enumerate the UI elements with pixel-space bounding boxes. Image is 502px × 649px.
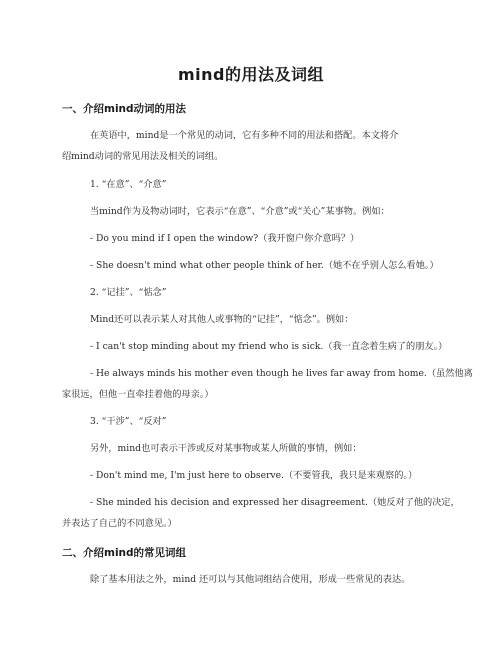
subheading-1: 1. “在意”、“介意” [90,179,167,190]
section1-intro-line1: 在英语中，mind是一个常见的动词，它有多种不同的用法和搭配。本文将介 [90,130,399,141]
section1-intro-line2: 绍mind动词的常见用法及相关的词组。 [62,151,224,162]
section-heading-2: 二、介绍mind的常见词组 [62,547,187,559]
section-heading-1: 一、介绍mind动词的用法 [62,103,187,115]
sub2-example-1: - I can't stop minding about my friend who is sick.（我一直念着生病了的朋友。） [90,341,448,352]
sub2-example-2-line2: 家很远，但他一直牵挂着他的母亲。） [62,389,214,400]
sub3-description: 另外，mind也可表示干涉或反对某事物或某人所做的事情，例如： [90,443,362,454]
sub3-example-2-line1: - She minded his decision and expressed her disagreement.（她反对了他的决定， [90,497,460,508]
subheading-2: 2. “记挂”、“惦念” [90,287,167,298]
subheading-3: 3. “干涉”、“反对” [90,416,167,427]
sub1-example-2: - She doesn't mind what other people think of her.（她不在乎别人怎么看她。） [90,260,439,271]
sub1-example-1: - Do you mind if I open the window?（我开窗户你介意吗？） [90,233,360,244]
sub1-description: 当mind作为及物动词时，它表示“在意”、“介意”或“关心”某事物。例如： [90,206,390,217]
document-title: mind的用法及词组 [177,65,324,84]
sub3-example-2-line2: 并表达了自己的不同意见。） [62,518,177,529]
section2-intro-line1: 除了基本用法之外，mind 还可以与其他词组结合使用，形成一些常见的表达。 [90,574,411,585]
sub3-example-1: - Don't mind me, I'm just here to observe.（不要管我，我只是来观察的。） [90,470,418,481]
sub2-example-2-line1: - He always minds his mother even though he lives far away from home.（虽然他离 [90,368,473,379]
sub2-description: Mind还可以表示某人对其他人或事物的“记挂”，“惦念”。例如： [90,314,354,325]
